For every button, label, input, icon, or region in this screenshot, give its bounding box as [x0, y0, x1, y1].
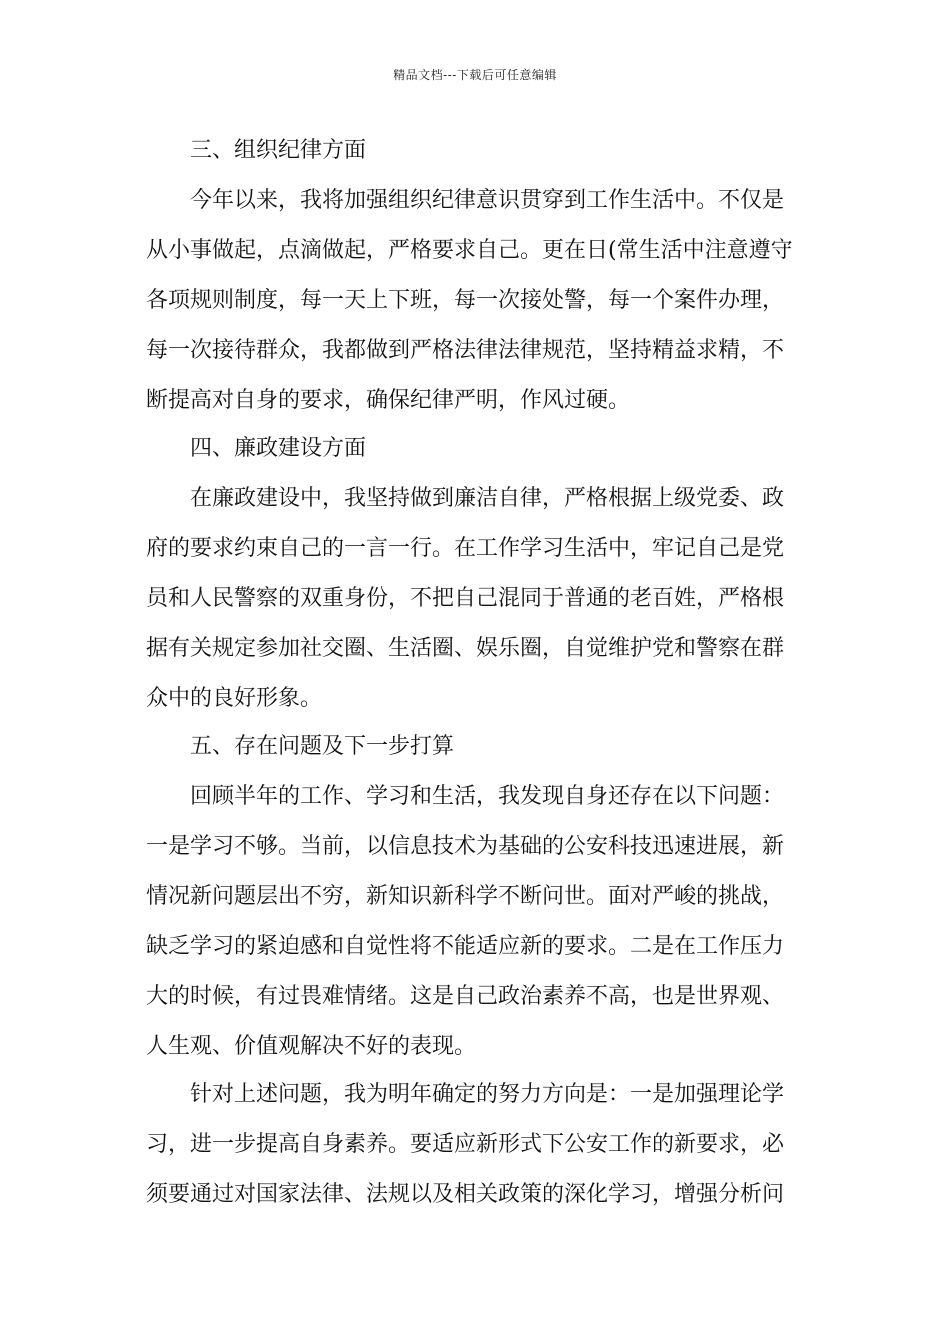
section-heading-integrity: 四、廉政建设方面 — [190, 436, 367, 461]
paragraph-line: 府的要求约束自己的一言一行。在工作学习生活中，牢记自己是党 — [146, 536, 785, 561]
paragraph-line: 众中的良好形象。 — [146, 686, 323, 711]
section-heading-discipline: 三、组织纪律方面 — [190, 138, 367, 163]
paragraph-line: 一是学习不够。当前，以信息技术为基础的公安科技迅速进展，新 — [146, 834, 785, 859]
paragraph-line: 员和人民警察的双重身份，不把自己混同于普通的老百姓，严格根 — [146, 586, 785, 611]
paragraph-line: 习，进一步提高自身素养。要适应新形式下公安工作的新要求，必 — [146, 1132, 785, 1157]
paragraph-line: 断提高对自身的要求，确保纪律严明，作风过硬。 — [146, 388, 631, 413]
paragraph-line: 缺乏学习的紧迫感和自觉性将不能适应新的要求。二是在工作压力 — [146, 934, 785, 959]
paragraph-line: 人生观、价值观解决不好的表现。 — [146, 1034, 477, 1059]
paragraph-line: 情况新问题层出不穷，新知识新科学不断问世。面对严峻的挑战， — [146, 884, 785, 909]
paragraph-line: 须要通过对国家法律、法规以及相关政策的深化学习，增强分析问 — [146, 1182, 785, 1207]
paragraph-line: 每一次接待群众，我都做到严格法律法律规范，坚持精益求精，不 — [146, 338, 785, 363]
paragraph-line: 回顾半年的工作、学习和生活，我发现自身还存在以下问题： — [190, 784, 785, 809]
paragraph-line: 各项规则制度，每一天上下班，每一次接处警，每一个案件办理， — [146, 288, 785, 313]
paragraph-line: 据有关规定参加社交圈、生活圈、娱乐圈，自觉维护党和警察在群 — [146, 636, 785, 661]
section-heading-problems: 五、存在问题及下一步打算 — [190, 734, 455, 759]
paragraph-line: 大的时候，有过畏难情绪。这是自己政治素养不高，也是世界观、 — [146, 984, 785, 1009]
paragraph-line: 针对上述问题，我为明年确定的努力方向是：一是加强理论学 — [190, 1082, 785, 1107]
paragraph-line: 从小事做起，点滴做起，严格要求自己。更在日(常生活中注意遵守 — [146, 238, 793, 263]
paragraph-line: 在廉政建设中，我坚持做到廉洁自律，严格根据上级党委、政 — [190, 486, 785, 511]
paragraph-line: 今年以来，我将加强组织纪律意识贯穿到工作生活中。不仅是 — [190, 188, 785, 213]
page-header: 精品文档---下载后可任意编辑 — [393, 68, 557, 82]
